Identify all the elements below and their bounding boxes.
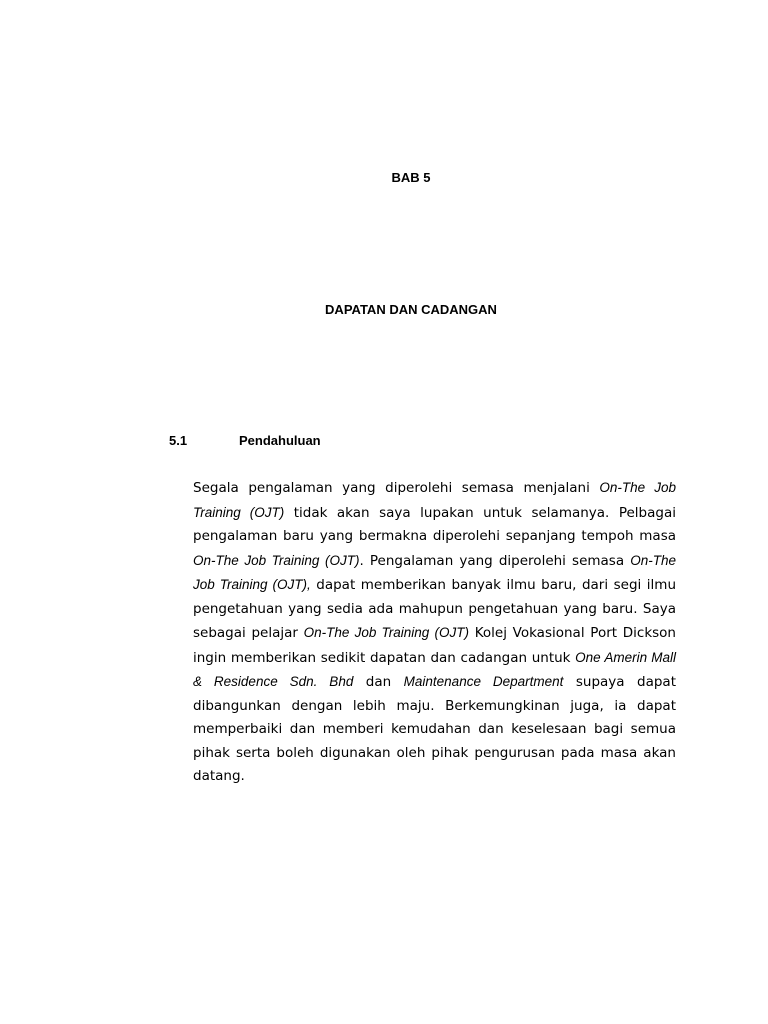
text-run: supaya dapat dibangunkan dengan lebih maju. Berkemungkinan juga, ia dapat memperbaiki dan memberi kemudahan dan keselesaan bagi semua pihak serta boleh digunakan oleh pihak pengurusan pada masa akan datang. [193, 674, 676, 784]
italic-term: On-The Job Training (OJT) [303, 625, 469, 640]
italic-term: On-The Job Training (OJT) [193, 480, 676, 520]
italic-term: On-The Job Training (OJT) [193, 552, 360, 568]
italic-company-name: One Amerin Mall & Residence Sdn. Bhd [193, 649, 676, 689]
chapter-title: DAPATAN DAN CADANGAN [325, 302, 497, 317]
italic-term: On-The Job Training (OJT), [193, 552, 676, 592]
section-heading [169, 433, 321, 448]
text-run: dapat memberikan banyak ilmu baru, dari segi ilmu pengetahuan yang sedia ada mahupun pengetahuan yang baru. Saya sebagai pelajar [193, 577, 676, 641]
italic-department-name: Maintenance Department [403, 674, 564, 689]
text-run: Kolej Vokasional Port Dickson ingin memberikan sedikit dapatan dan cadangan untuk [193, 625, 676, 666]
text-run: Segala pengalaman yang diperolehi semasa menjalani [193, 480, 600, 496]
text-run: dan [353, 674, 404, 690]
text-run: tidak akan saya lupakan untuk selamanya. Pelbagai pengalaman baru yang bermakna diperolehi sepanjang tempoh masa [193, 504, 676, 544]
section-number: 5.1 [169, 433, 188, 448]
body-paragraph [193, 476, 676, 789]
section-title: Pendahuluan [239, 433, 321, 448]
chapter-label: BAB 5 [391, 170, 431, 185]
text-run: . Pengalaman yang diperolehi semasa [359, 552, 631, 569]
